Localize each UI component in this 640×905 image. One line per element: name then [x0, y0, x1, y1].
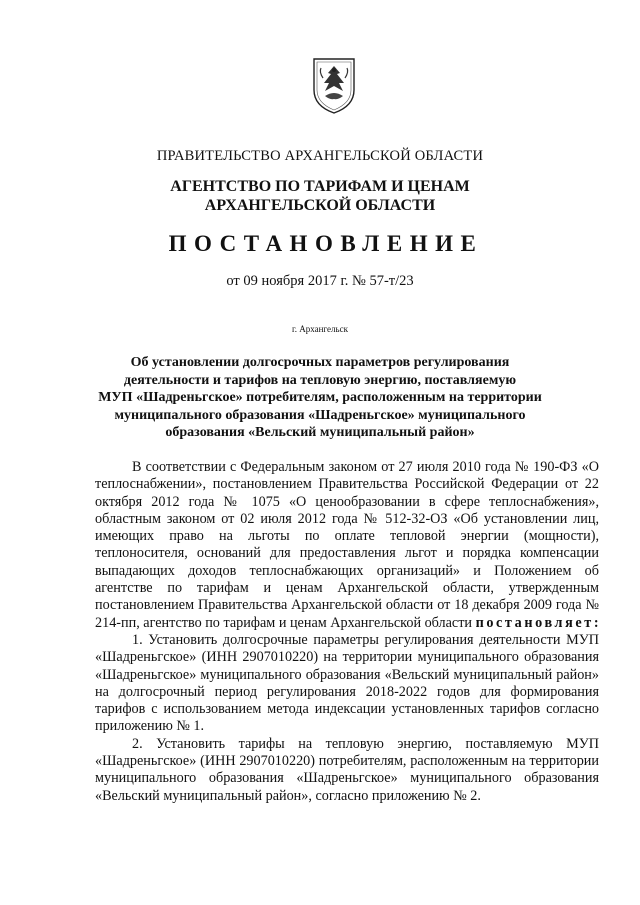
subject-line: Об установлении долгосрочных параметров регулирования [130, 355, 510, 370]
subject-line: деятельности и тарифов на тепловую энергию, поставляемую [123, 372, 517, 388]
agency-name [0, 177, 640, 215]
coat-of-arms-icon [311, 56, 357, 116]
document-subject [0, 354, 640, 442]
city-name: г. Архангельск [292, 324, 348, 334]
item-2-paragraph: 2. Установить тарифы на тепловую энергию, поставляемую МУП «Шадреньгское» (ИНН 2907010220) потребителям, расположенным на территории муниципального образования «Шадреньгское» муниципального образования «Вельский муниципальный район», согласно приложению № 2. [95, 735, 599, 804]
subject-line: муниципального образования «Шадреньгское» муниципального [114, 407, 526, 423]
date-and-number: от 09 ноября 2017 г. № 57-т/23 [226, 273, 414, 289]
resolves-colon: : [593, 614, 599, 631]
preamble-text: В соответствии с Федеральным законом от 27 июля 2010 года № 190-ФЗ «О теплоснабжении», постановлением Правительства Российской Федерации от 22 октября 2012 года № 1075 «О ценообразовании в сфере теплоснабжения», областным законом от 02 июля 2012 года № 512-32-ОЗ «Об установлении лиц, имеющих право на льготы по оплате тепловой энергии (мощности), теплоносителя, оснований для предоставления льгот и порядка компенсации выпадающих доходов теплоснабжающих организаций» и Положением об агентстве по тарифам и ценам Архангельской области, утвержденным постановлением Правительства Архангельской области от 18 декабря 2009 года № 214-пп, агентство по тарифам и ценам Архангельской области [95, 459, 599, 631]
government-name: ПРАВИТЕЛЬСТВО АРХАНГЕЛЬСКОЙ ОБЛАСТИ [156, 148, 484, 164]
subject-line: образования «Вельский муниципальный район» [165, 425, 475, 440]
document-body [95, 459, 599, 805]
preamble-paragraph [95, 459, 599, 632]
agency-name-line-2: АРХАНГЕЛЬСКОЙ ОБЛАСТИ [204, 197, 436, 214]
item-1-paragraph: 1. Установить долгосрочные параметры регулирования деятельности МУП «Шадреньгское» (ИНН 2907010220) на территории муниципального образования «Шадреньгское» муниципального образования «Вельский муниципальный район» на долгосрочный период регулирования 2018-2022 годов для формирования тарифов с использованием метода индексации установленных тарифов согласно приложению № 1. [95, 631, 599, 735]
document-type: ПОСТАНОВЛЕНИЕ [168, 231, 484, 256]
subject-line: МУП «Шадреньгское» потребителям, расположенным на территории [98, 390, 542, 405]
agency-name-line-1: АГЕНТСТВО ПО ТАРИФАМ И ЦЕНАМ [170, 178, 470, 195]
resolves-word: постановляет [475, 614, 594, 631]
